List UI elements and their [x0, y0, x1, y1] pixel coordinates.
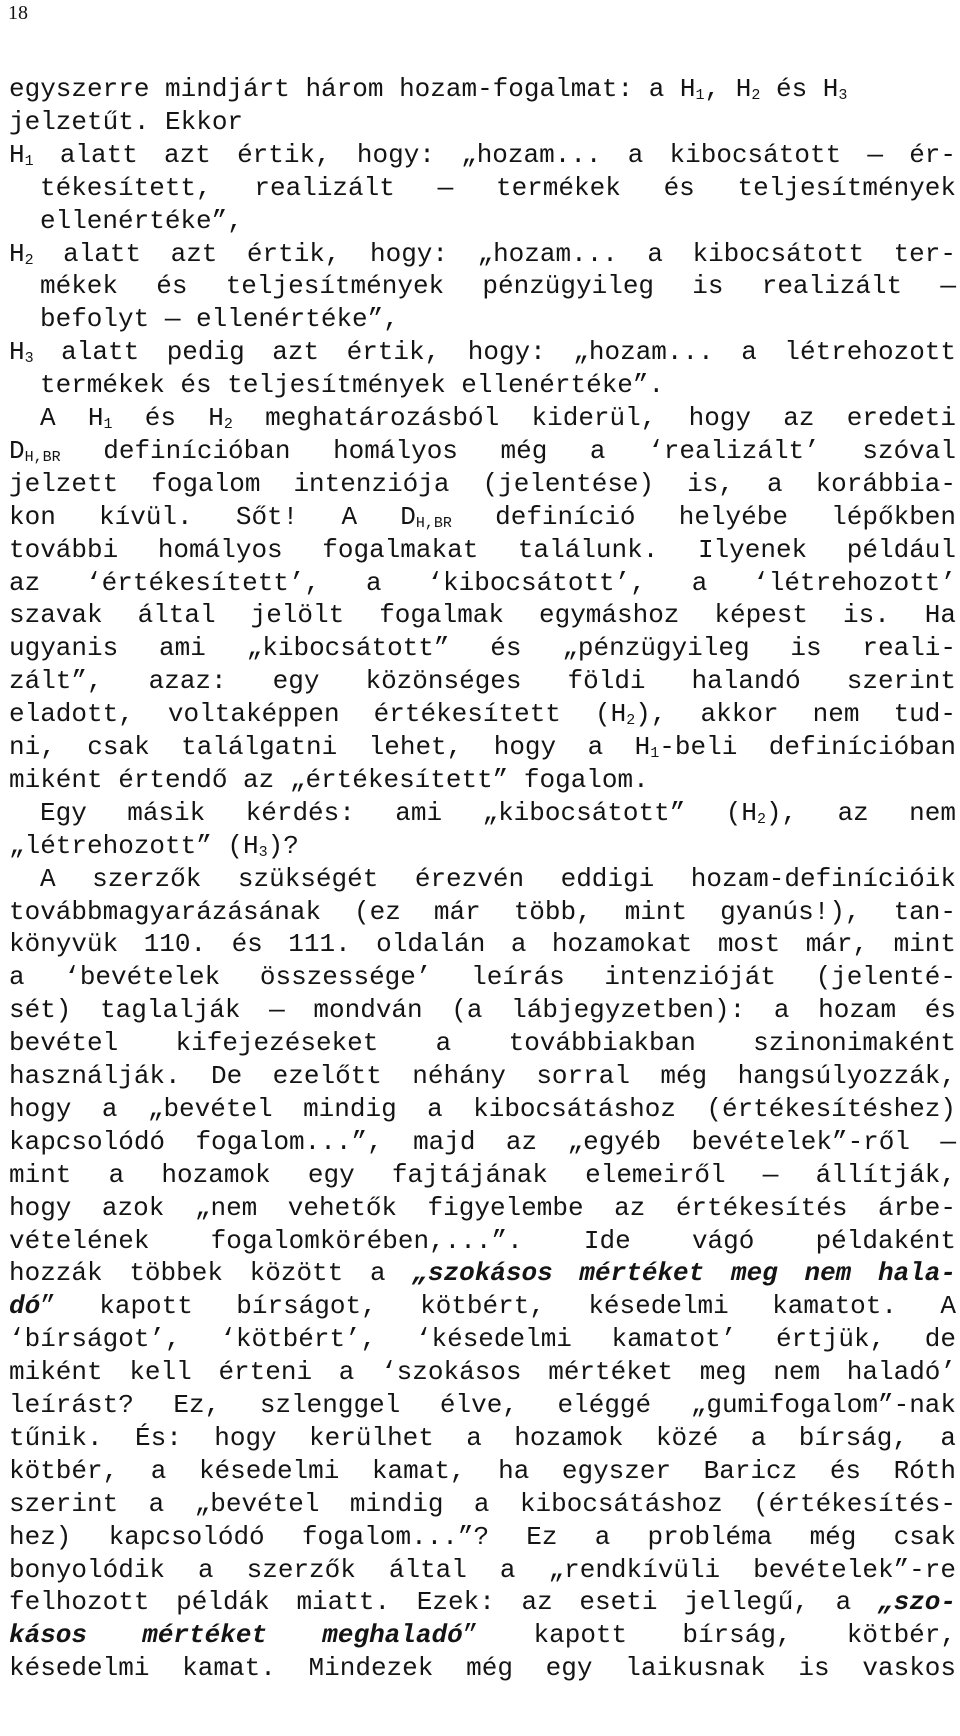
text-line: $H_3$ alatt pedig azt értik, hogy: „hozam... a létrehozott	[9, 337, 956, 368]
text-line: $H_2$ alatt azt értik, hogy: „hozam... a kibocsátott ter-	[9, 238, 956, 269]
text-line: jelzett fogalom intenziója (jelentése) is, a korábbia-	[9, 468, 956, 499]
text-line: hogy a „bevétel mindig a kibocsátáshoz (értékesítéshez)	[9, 1093, 956, 1124]
text-line: miként kell érteni a ‘szokásos mértéket meg nem haladó’	[9, 1357, 956, 1388]
text-line: ellenértéke”,	[40, 205, 243, 236]
text-line: tűnik. És: hogy kerülhet a hozamok közé a bírság, a	[9, 1422, 956, 1453]
text-line: ugyanis ami „kibocsátott” és „pénzügyileg is reali-	[9, 633, 956, 664]
text-line: kötbér, a késedelmi kamat, ha egyszer Baricz és Róth	[9, 1455, 956, 1486]
text-line: miként értendő az „értékesített” fogalom.	[9, 764, 649, 795]
text-line: $H_1$ alatt azt értik, hogy: „hozam... a kibocsátott — ér-	[9, 139, 956, 170]
text-line: ‘bírságot’, ‘kötbért’, ‘késedelmi kamatot’ értjük, de	[9, 1324, 956, 1355]
text-line: zált”, azaz: egy közönséges földi halandó szerint	[9, 666, 956, 697]
text-line: ni, csak találgatni lehet, hogy a $H_1$-beli definícióban	[9, 732, 956, 762]
text-line: hez) kapcsolódó fogalom...”? Ez a probléma még csak	[9, 1521, 956, 1552]
text-line: mint a hozamok egy fajtájának elemeiről — állítják,	[9, 1159, 956, 1190]
text-line: az ‘értékesített’, a ‘kibocsátott’, a ‘létrehozott’	[9, 567, 956, 598]
text-line: használják. De ezelőtt néhány sorral még hangsúlyozzák,	[9, 1061, 956, 1091]
text-line: vételének fogalomkörében,...”. Ide vágó példaként	[9, 1225, 956, 1256]
text-line: szerint a „bevétel mindig a kibocsátáshoz (értékesítés-	[9, 1488, 956, 1519]
text-line: termékek és teljesítmények ellenértéke”.	[40, 370, 665, 401]
text-line: hogy azok „nem vehetők figyelembe az értékesítés árbe-	[9, 1192, 956, 1223]
text-line: kon kívül. Sőt! A $D_{H,BR}$ definíció helyébe lépőkben	[9, 501, 956, 532]
text-line: további homályos fogalmakat találunk. Ilyenek például	[9, 534, 956, 565]
text-line: kapcsolódó fogalom...”, majd az „egyéb bevételek”-ről —	[9, 1126, 956, 1157]
text-line: jelzetűt. Ekkor	[9, 106, 244, 137]
text-line: továbbmagyarázásának (ez már több, mint gyanús!), tan-	[9, 896, 956, 927]
text-line: hozzák többek között a „szokásos mértéket meg nem hala-	[9, 1258, 957, 1289]
text-line: leírást? Ez, szlenggel élve, eléggé „gumifogalom”-nak	[9, 1390, 956, 1420]
text-line: mékek és teljesítmények pénzügyileg is realizált —	[40, 271, 956, 302]
text-line: szavak által jelölt fogalmak egymáshoz képest is. Ha	[9, 600, 956, 631]
text-line: kásos mértéket meghaladó” kapott bírság, kötbér,	[9, 1620, 956, 1651]
text-line: bevétel kifejezéseket a továbbiakban szinonimaként	[9, 1028, 956, 1059]
text-line: egyszerre mindjárt három hozam-fogalmat: a $H_1$, $H_2$ és $H_3$	[9, 74, 848, 104]
text-line: eladott, voltaképpen értékesített $(H_2)$, akkor nem tud-	[9, 699, 956, 730]
text-line: tékesített, realizált — termékek és teljesítmények	[40, 172, 956, 203]
text-line: dó” kapott bírságot, kötbért, késedelmi kamatot. A	[9, 1291, 956, 1322]
text-line: a ‘bevételek összessége’ leírás intenzióját (jelenté-	[9, 962, 956, 993]
text-line: „létrehozott” $(H_3)$?	[9, 830, 299, 861]
text-line: A $H_1$ és $H_2$ meghatározásból kiderül, hogy az eredeti	[40, 403, 956, 433]
text-line: befolyt — ellenértéke”,	[40, 304, 399, 335]
text-line: bonyolódik a szerzők által a „rendkívüli bevételek”-re	[9, 1554, 956, 1585]
page-number: 18	[8, 2, 28, 24]
text-line: sét) taglalják — mondván (a lábjegyzetben): a hozam és	[9, 995, 956, 1026]
text-line: könyvük 110. és 111. oldalán a hozamokat most már, mint	[9, 929, 956, 960]
text-line: felhozott példák miatt. Ezek: az eseti jellegű, a „szo-	[9, 1587, 956, 1618]
text-line: Egy másik kérdés: ami „kibocsátott” $(H_2)$, az nem	[40, 797, 956, 828]
text-line: A szerzők szükségét érezvén eddigi hozam-definícióik	[40, 863, 956, 894]
text-line: $D_{H,BR}$ definícióban homályos még a ‘realizált’ szóval	[9, 435, 956, 466]
text-line: késedelmi kamat. Mindezek még egy laikusnak is vaskos	[9, 1653, 956, 1684]
